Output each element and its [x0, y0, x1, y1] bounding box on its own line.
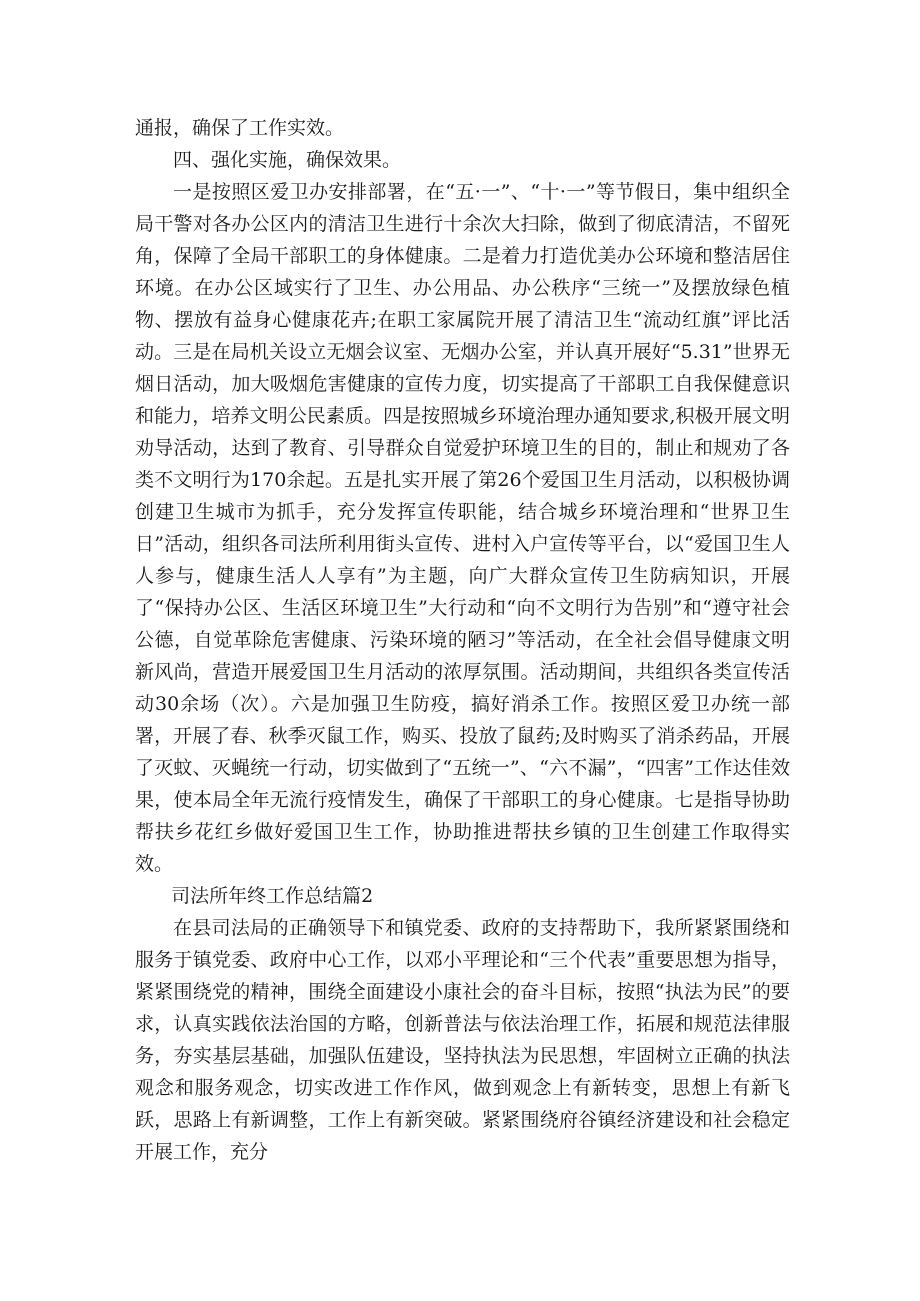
document-body [135, 112, 790, 1168]
section-title-2: 司法所年终工作总结篇2 [171, 885, 374, 907]
paragraph-body-section-2: 在县司法局的正确领导下和镇党委、政府的支持帮助下，我所紧紧围绕和服务于镇党委、政府中心工作，以邓小平理论和“三个代表”重要思想为指导，紧紧围绕党的精神，围绕全面建设小康社会的奋斗目标，按照“执法为民”的要求，认真实践依法治国的方略，创新普法与依法治理工作，拓展和规范法律服务，夯实基层基础，加强队伍建设，坚持执法为民思想，牢固树立正确的执法观念和服务观念，切实改进工作作风，做到观念上有新转变，思想上有新飞跃，思路上有新调整，工作上有新突破。紧紧围绕府谷镇经济建设和社会稳定开展工作，充分 [135, 917, 790, 1163]
section-heading-four: 四、强化实施，确保效果。 [173, 149, 402, 171]
paragraph-continuation: 通报，确保了工作实效。 [135, 117, 345, 139]
paragraph-body-four: 一是按照区爱卫办安排部署，在“五·一”、“十·一”等节假日，集中组织全局干警对各办公区内的清洁卫生进行十余次大扫除，做到了彻底清洁，不留死角，保障了全局干部职工的身体健康。二是着力打造优美办公环境和整洁居住环境。在办公区域实行了卫生、办公用品、办公秩序“三统一”及摆放绿色植物、摆放有益身心健康花卉;在职工家属院开展了清洁卫生“流动红旗”评比活动。三是在局机关设立无烟会议室、无烟办公室，并认真开展好“5.31”世界无烟日活动，加大吸烟危害健康的宣传力度，切实提高了干部职工自我保健意识和能力，培养文明公民素质。四是按照城乡环境治理办通知要求,积极开展文明劝导活动，达到了教育、引导群众自觉爱护环境卫生的目的，制止和规劝了各类不文明行为170余起。五是扎实开展了第26个爱国卫生月活动，以积极协调创建卫生城市为抓手，充分发挥宣传职能，结合城乡环境治理和“世界卫生日”活动，组织各司法所利用街头宣传、进村入户宣传等平台，以“爱国卫生人人参与，健康生活人人享有”为主题，向广大群众宣传卫生防病知识，开展了“保持办公区、生活区环境卫生”大行动和“向不文明行为告别”和“遵守社会公德，自觉革除危害健康、污染环境的陋习”等活动，在全社会倡导健康文明新风尚，营造开展爱国卫生月活动的浓厚氛围。活动期间，共组织各类宣传活动30余场（次）。六是加强卫生防疫，搞好消杀工作。按照区爱卫办统一部署，开展了春、秋季灭鼠工作，购买、投放了鼠药;及时购买了消杀药品，开展了灭蚊、灭蝇统一行动，切实做到了“五统一”、“六不漏”，“四害”工作达佳效果，使本局全年无流行疫情发生，确保了干部职工的身心健康。七是指导协助帮扶乡花红乡做好爱国卫生工作，协助推进帮扶乡镇的卫生创建工作取得实效。 [135, 181, 790, 875]
